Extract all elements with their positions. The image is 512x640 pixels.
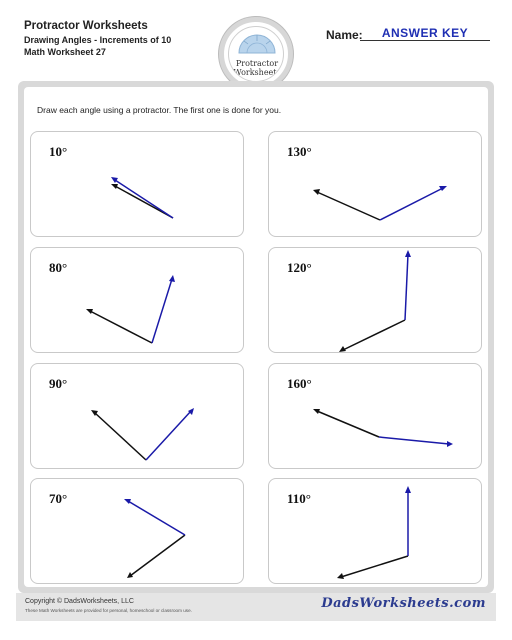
angle-drawing	[31, 132, 245, 238]
worksheet-title: Protractor Worksheets	[24, 20, 148, 32]
footer	[16, 593, 496, 621]
name-underline	[360, 40, 490, 41]
blue-ray	[405, 254, 408, 320]
angle-label: 90°	[49, 376, 68, 391]
angle-label: 80°	[49, 260, 68, 275]
black-arrowhead	[337, 573, 344, 579]
angle-label: 10°	[49, 144, 68, 159]
name-label: Name:	[326, 28, 363, 42]
angle-drawing	[31, 479, 245, 585]
header-info	[24, 20, 171, 59]
blue-ray	[115, 180, 173, 218]
usage-note: These Math Worksheets are provided for personal, homeschool or classroom use.	[25, 608, 192, 613]
black-ray	[343, 320, 405, 350]
black-arrowhead	[86, 309, 93, 314]
blue-arrowhead	[169, 275, 175, 282]
badge-text	[229, 59, 284, 77]
instructions: Draw each angle using a protractor. The first one is done for you.	[37, 105, 282, 115]
angle-label: 120°	[287, 260, 312, 275]
black-arrowhead	[313, 409, 320, 414]
angle-drawing	[269, 132, 483, 238]
angle-card-110	[268, 478, 482, 584]
blue-arrowhead	[447, 441, 453, 447]
angle-card-130	[268, 131, 482, 237]
angle-card-160	[268, 363, 482, 469]
blue-ray	[379, 437, 449, 444]
worksheet-body	[24, 87, 488, 587]
blue-ray	[146, 411, 191, 460]
protractor-badge	[219, 17, 293, 91]
black-arrowhead	[313, 189, 320, 195]
angle-label: 110°	[287, 491, 311, 506]
worksheet-panel	[18, 81, 494, 593]
black-ray	[341, 556, 408, 577]
black-ray	[90, 311, 152, 343]
worksheet-number: Math Worksheet 27	[24, 47, 106, 57]
angle-card-90	[30, 363, 244, 469]
worksheet-subtitle: Drawing Angles - Increments of 10	[24, 35, 172, 45]
copyright: Copyright © DadsWorksheets, LLC	[25, 598, 134, 605]
angle-drawing	[269, 248, 483, 354]
angle-label: 130°	[287, 144, 312, 159]
black-ray	[130, 535, 185, 576]
badge-line-2: Worksheets	[233, 68, 281, 77]
angle-drawing	[269, 364, 483, 470]
angle-card-80	[30, 247, 244, 353]
protractor-icon	[238, 33, 276, 55]
angle-card-120	[268, 247, 482, 353]
badge-line-1: Protractor	[235, 59, 279, 68]
angle-label: 160°	[287, 376, 312, 391]
blue-arrowhead	[405, 250, 411, 257]
black-ray	[317, 411, 379, 437]
badge-inner	[228, 26, 284, 82]
angle-card-70	[30, 478, 244, 584]
angle-label: 70°	[49, 491, 68, 506]
black-ray	[95, 413, 146, 460]
black-arrowhead	[111, 184, 118, 189]
black-ray	[317, 192, 380, 220]
blue-ray	[380, 188, 443, 220]
blue-arrowhead	[405, 486, 411, 493]
blue-ray	[152, 279, 172, 343]
blue-arrowhead	[124, 499, 131, 504]
angle-card-10	[30, 131, 244, 237]
site-logo[interactable]: DadsWorksheets.com	[321, 596, 486, 611]
answer-key: ANSWER KEY	[381, 26, 469, 40]
angle-drawing	[31, 248, 245, 354]
angle-drawing	[31, 364, 245, 470]
blue-ray	[128, 501, 185, 535]
black-ray	[115, 186, 173, 218]
angle-drawing	[269, 479, 483, 585]
